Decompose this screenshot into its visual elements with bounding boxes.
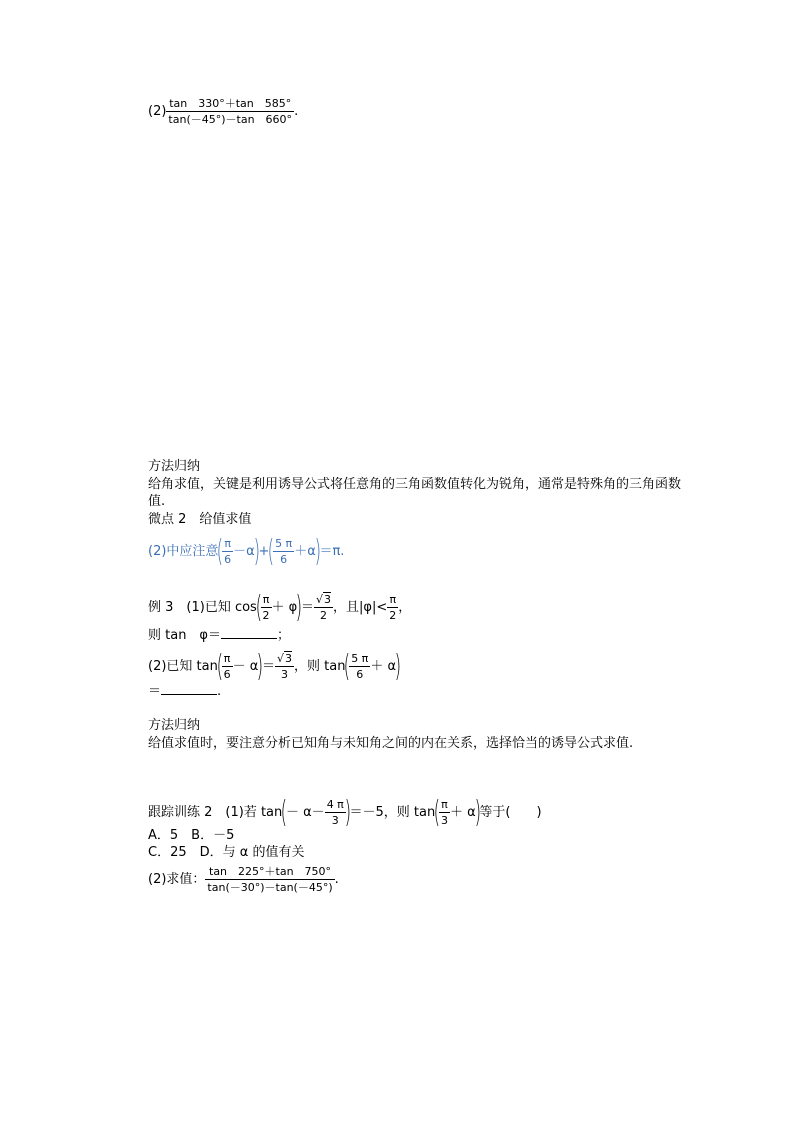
note-plus: + <box>258 544 270 559</box>
ex3-cond: ，且|φ|< <box>333 600 388 615</box>
note-prefix: (2)中应注意 <box>148 544 219 559</box>
answer-blank-1[interactable] <box>221 626 277 639</box>
train2-f1-num: 4 π <box>326 798 344 811</box>
train2-eq: ＝－5，则 tan <box>349 805 436 820</box>
option-ab[interactable]: A．5 B．－5 <box>148 828 235 843</box>
example-3-part-2: (2)已知 tan( $\frac{\pi}{6}$ － α)＝ $\frac{√3}{3}$ ，则 tan( $\frac{5 \pi}{6}$ ＋ α) <box>148 648 402 684</box>
train2-plus-alpha: ＋ α <box>449 805 476 820</box>
note-result: ＝π. <box>319 544 345 559</box>
expr-tail: . <box>294 104 299 119</box>
train2-q2-fraction <box>205 864 334 895</box>
train2-prefix: 跟踪训练 2 (1)若 tan <box>148 805 283 820</box>
train2-suffix: 等于( ) <box>479 805 542 820</box>
training-2-part-2 <box>148 864 339 895</box>
train2-neg-alpha: － α－ <box>285 805 325 820</box>
train2-q2-num: tan 225°＋tan 750° <box>209 865 332 878</box>
ex3-f4-num: 5 π <box>351 652 369 665</box>
ex3-eq3: ＝ <box>262 659 276 674</box>
method-text-1: 给角求值，关键是利用诱导公式将任意角的三角函数值转化为锐角，通常是特殊角的三角函数值. <box>148 477 682 509</box>
train2-f2-num: π <box>441 798 448 811</box>
example-3-part-1: 例 3 (1)已知 cos( $\frac{\pi}{2}$ ＋ φ)＝ $\frac{√3}{2}$ ，且|φ|< $\frac{\pi}{2}$ ， <box>148 589 412 625</box>
point-title-2: 微点 2 给值求值 <box>148 512 252 527</box>
train2-f2-den: 3 <box>440 814 448 827</box>
expr-label: (2) <box>148 104 167 119</box>
ex3-f3-den: 6 <box>223 668 231 681</box>
ex3-sqrt3: 3 <box>324 593 332 606</box>
train2-q2-den: tan(－30°)－tan(－45°) <box>207 881 333 894</box>
ex3-line3-prefix: (2)已知 tan <box>148 659 218 674</box>
ex3-line4: ＝ <box>148 684 162 699</box>
ex3-minus-alpha: － α <box>232 659 259 674</box>
training-2-part-1: 跟踪训练 2 (1)若 tan(－ α－ $\frac{4 \pi}{3}$ )＝－5，则 tan( $\frac{\pi}{3}$ ＋ α)等于( ) <box>148 794 542 830</box>
ex3-line2-tail: ； <box>277 628 291 643</box>
ex3-plus-alpha: ＋ α <box>370 659 397 674</box>
ex3-cond-num: π <box>389 593 397 606</box>
note-f1-num: π <box>224 537 231 550</box>
example-3-answer-1 <box>148 626 290 644</box>
note-f2-den: 6 <box>273 551 294 567</box>
ex3-f4-den: 6 <box>349 666 370 682</box>
train2-f1-den: 3 <box>325 812 346 828</box>
ex3-f-num: π <box>262 593 270 606</box>
ex3-den3: 3 <box>275 666 294 682</box>
ex3-then: ，则 tan <box>294 659 346 674</box>
method-text-2: 给值求值时，要注意分析已知角与未知角之间的内在关系，选择恰当的诱导公式求值. <box>148 736 634 751</box>
ex3-line4-tail: . <box>217 684 222 699</box>
ex3-prefix: 例 3 (1)已知 cos <box>148 600 257 615</box>
answer-blank-2[interactable] <box>161 682 217 695</box>
ex3-den2: 2 <box>314 607 333 623</box>
note-f1-den: 6 <box>224 553 232 566</box>
ex3-f-den: 2 <box>262 609 270 622</box>
method-title-2: 方法归纳 <box>148 718 201 733</box>
train2-q2-label: (2)求值： <box>148 872 206 887</box>
note-f2-num: 5 π <box>275 537 293 550</box>
ex3-comma: ， <box>398 600 412 615</box>
ex3-sqrt3b: 3 <box>285 652 293 665</box>
note-minus-alpha: －α <box>233 544 255 559</box>
fraction-numerator: tan 330°＋tan 585° <box>169 97 292 110</box>
note-line: (2)中应注意( $\frac{\pi}{6}$ －α)+( $\frac{5 \pi}{6}$ ＋α)＝π. <box>148 533 345 569</box>
expr-fraction <box>166 96 294 127</box>
ex3-f3-num: π <box>223 652 231 665</box>
option-cd[interactable]: C．25 D．与 α 的值有关 <box>148 845 305 860</box>
ex3-cond-den: 2 <box>389 609 397 622</box>
ex3-plus-phi: ＋ φ <box>271 600 298 615</box>
ex3-eq: ＝ <box>300 600 314 615</box>
method-title-1: 方法归纳 <box>148 459 201 474</box>
example-3-answer-2 <box>148 682 221 700</box>
ex3-line2: 则 tan φ＝ <box>148 628 222 643</box>
note-plus-alpha: ＋α <box>294 544 316 559</box>
train2-q2-tail: . <box>334 872 339 887</box>
fraction-denominator: tan(－45°)－tan 660° <box>168 113 293 126</box>
expression-p1 <box>148 96 298 127</box>
